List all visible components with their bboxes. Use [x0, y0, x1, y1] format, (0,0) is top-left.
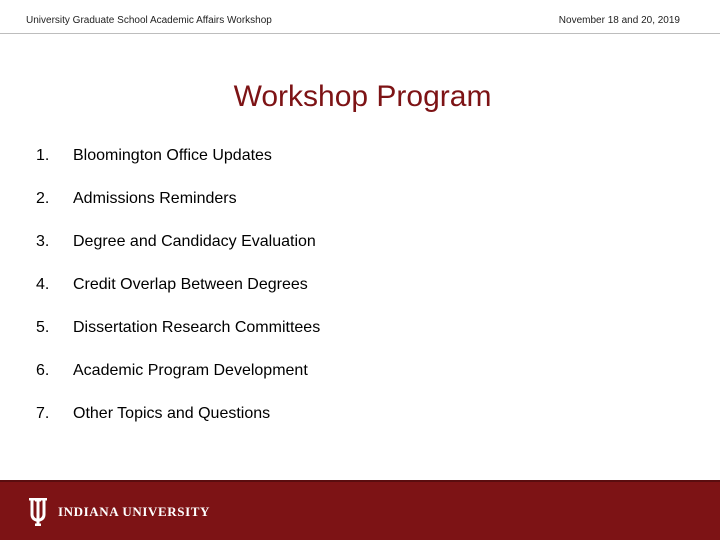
- agenda-item-text: Admissions Reminders: [73, 190, 237, 207]
- agenda-item-number: 6.: [36, 362, 50, 379]
- agenda-item-text: Academic Program Development: [73, 362, 308, 379]
- agenda-item-text: Dissertation Research Committees: [73, 319, 321, 336]
- agenda-item-number: 4.: [36, 276, 50, 293]
- trident-icon: [27, 497, 49, 527]
- agenda-item-number: 7.: [36, 405, 50, 422]
- header-date: November 18 and 20, 2019: [558, 15, 680, 26]
- agenda-item-text: Bloomington Office Updates: [73, 147, 272, 164]
- header-divider: [0, 33, 720, 34]
- agenda-item-text: Credit Overlap Between Degrees: [73, 276, 308, 293]
- slide-title: Workshop Program: [233, 80, 492, 113]
- agenda-item-number: 1.: [36, 147, 50, 164]
- agenda-item-number: 2.: [36, 190, 50, 207]
- agenda-item-text: Other Topics and Questions: [73, 405, 271, 422]
- header-workshop-name: University Graduate School Academic Affairs Workshop: [26, 15, 272, 26]
- agenda-item-number: 5.: [36, 319, 50, 336]
- university-wordmark: INDIANA UNIVERSITY: [58, 504, 211, 519]
- footer-bar: [0, 482, 720, 540]
- agenda-item-number: 3.: [36, 233, 50, 250]
- agenda-item-text: Degree and Candidacy Evaluation: [73, 233, 316, 250]
